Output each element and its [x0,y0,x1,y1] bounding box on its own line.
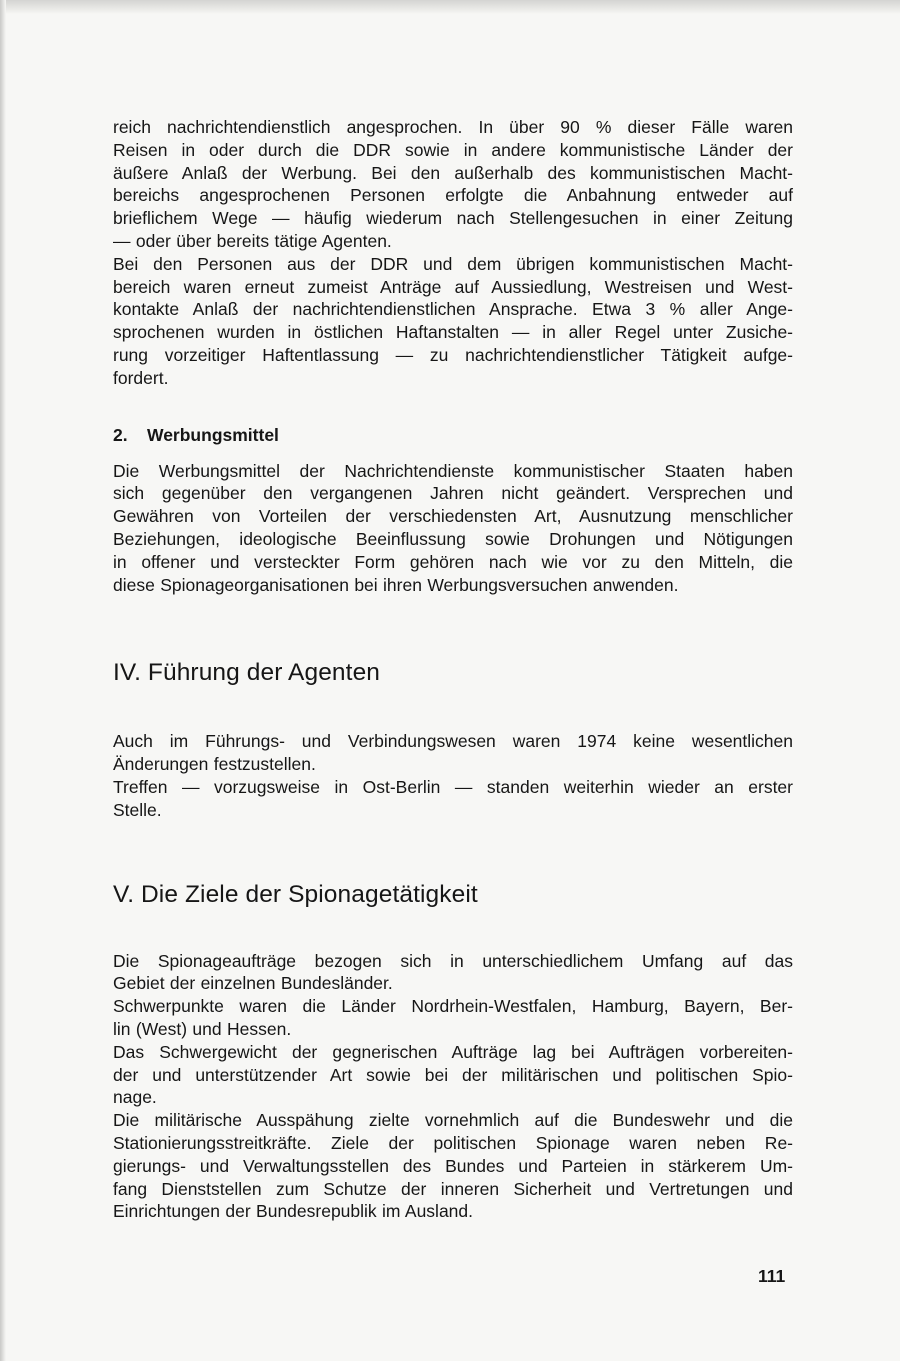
text-line: Einrichtungen der Bundesrepublik im Ausland. [113,1201,473,1222]
text-line: der und unterstützender Art sowie bei der militärischen und politischen Spio- [113,1064,793,1085]
text-line: Reisen in oder durch die DDR sowie in andere kommunistische Länder der [113,139,793,160]
text-line: brieflichem Wege — häufig wiederum nach Stellengesuchen in einer Zeitung [113,208,793,229]
text-line: sprochenen wurden in östlichen Haftanstalten — in aller Regel unter Zusiche- [113,322,793,343]
text-line: Beziehungen, ideologische Beeinflussung sowie Drohungen und Nötigungen [113,528,793,549]
text-line: gierungs- und Verwaltungsstellen des Bundes und Parteien in stärkerem Um- [113,1155,793,1176]
text-line: Gebiet der einzelnen Bundesländer. [113,973,393,994]
text-line: fordert. [113,367,169,388]
text-line: bereich waren erneut zumeist Anträge auf Aussiedlung, Westreisen und West- [113,276,793,297]
text-line: nage. [113,1087,157,1108]
paragraph-8 [113,1041,793,1109]
text-line: in offener und versteckter Form gehören nach wie vor zu den Mitteln, die [113,551,793,572]
text-line: äußere Anlaß der Werbung. Bei den außerhalb des kommunistischen Macht- [113,162,793,183]
scan-left-shadow [0,0,6,1361]
paragraph-3 [113,460,793,597]
text-line: Schwerpunkte waren die Länder Nordrhein-Westfalen, Hamburg, Bayern, Ber- [113,996,793,1017]
text-line: reich nachrichtendienstlich angesprochen. In über 90 % dieser Fälle waren [113,117,793,137]
text-line: fang Dienststellen zum Schutze der inneren Sicherheit und Vertretungen und [113,1178,793,1199]
page-number: 111 [758,1266,786,1286]
text-line: Die Spionageaufträge bezogen sich in unterschiedlichem Umfang auf das [113,950,793,971]
paragraph-6 [113,950,793,996]
text-line: Die Werbungsmittel der Nachrichtendienste kommunistischer Staaten haben [113,460,793,481]
chapter-heading-ziele: V. Die Ziele der Spionagetätigkeit [113,880,478,908]
scan-top-shadow [0,0,900,14]
text-line: Auch im Führungs- und Verbindungswesen waren 1974 keine wesentlichen [113,731,793,752]
text-line: kontakte Anlaß der nachrichtendienstlichen Ansprache. Etwa 3 % aller Ange- [113,299,793,320]
section-number: 2. [113,424,128,445]
text-line: Gewähren von Vorteilen der verschiedensten Art, Ausnutzung menschlicher [113,506,793,527]
page-body [113,116,793,1223]
paragraph-5 [113,776,793,822]
text-line: Bei den Personen aus der DDR und dem übrigen kommunistischen Macht- [113,253,793,274]
text-line: Die militärische Ausspähung zielte vornehmlich auf die Bundeswehr und die [113,1110,793,1131]
text-line: — oder über bereits tätige Agenten. [113,230,392,251]
paragraph-9 [113,1109,793,1223]
paragraph-4 [113,730,793,776]
text-line: Stationierungsstreitkräfte. Ziele der politischen Spionage waren neben Re- [113,1132,793,1153]
section-title: Werbungsmittel [147,424,279,445]
text-line: sich gegenüber den vergangenen Jahren nicht geändert. Versprechen und [113,483,793,504]
text-line: Das Schwergewicht der gegnerischen Aufträge lag bei Aufträgen vorbereiten- [113,1041,793,1062]
text-line: rung vorzeitiger Haftentlassung — zu nachrichtendienstlicher Tätigkeit aufge- [113,344,793,365]
paragraph-1 [113,116,793,253]
text-line: Änderungen festzustellen. [113,754,316,775]
section-heading-werbungsmittel [113,424,793,446]
chapter-heading-fuehrung: IV. Führung der Agenten [113,659,381,687]
paragraph-2 [113,253,793,390]
paragraph-7 [113,995,793,1041]
text-line: diese Spionageorganisationen bei ihren Werbungsversuchen anwenden. [113,574,679,595]
text-line: Treffen — vorzugsweise in Ost-Berlin — standen weiterhin wieder an erster [113,776,793,797]
text-line: lin (West) und Hessen. [113,1018,292,1039]
text-line: bereichs angesprochenen Personen erfolgte die Anbahnung entweder auf [113,185,793,206]
text-line: Stelle. [113,799,162,820]
